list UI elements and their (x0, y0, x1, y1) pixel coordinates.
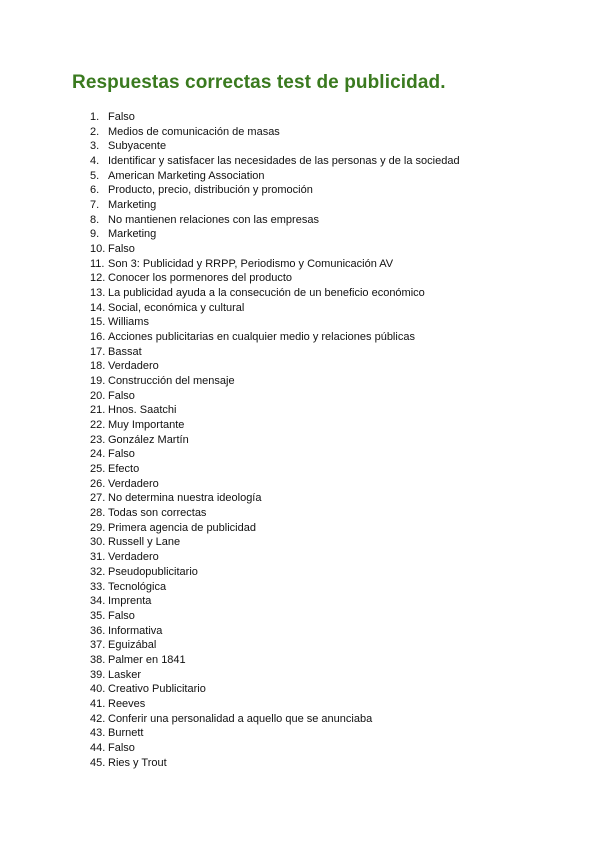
answer-text: La publicidad ayuda a la consecución de un beneficio económico (108, 287, 425, 300)
answer-text: Todas son correctas (108, 507, 207, 520)
answer-number: 8. (90, 213, 100, 226)
answer-item (90, 624, 460, 639)
answer-item (90, 330, 460, 345)
answer-item (90, 198, 460, 213)
answer-text: Verdadero (108, 477, 159, 490)
answer-text: Falso (108, 741, 135, 754)
answer-text: Muy Importante (108, 419, 185, 432)
answer-text: Williams (108, 316, 149, 329)
answer-item (90, 154, 460, 169)
answer-text: Eguizábal (108, 639, 157, 652)
answer-text: Producto, precio, distribución y promoción (108, 184, 313, 197)
answer-number: 1. (90, 111, 100, 123)
answer-text: Russell y Lane (108, 536, 181, 549)
answer-item (90, 286, 460, 301)
document-title: Respuestas correctas test de publicidad. (72, 72, 446, 93)
answer-number: 19. (90, 375, 106, 388)
answer-item (90, 594, 460, 609)
answer-number: 44. (90, 741, 106, 754)
answer-text: Conferir una personalidad a aquello que se anunciaba (108, 712, 373, 725)
answer-number: 27. (90, 492, 106, 505)
answer-item (90, 374, 460, 389)
answer-text: Primera agencia de publicidad (108, 521, 256, 534)
answer-text: Pseudopublicitario (108, 565, 198, 578)
answer-number: 23. (90, 433, 106, 446)
answer-item (90, 257, 460, 272)
answer-item (90, 271, 460, 286)
answer-number: 40. (90, 683, 106, 696)
answer-number: 11. (90, 257, 105, 270)
answer-text: Acciones publicitarias en cualquier medio y relaciones públicas (108, 331, 415, 344)
answer-text: Efecto (108, 463, 140, 476)
answer-text: Marketing (108, 228, 157, 241)
answer-number: 10. (90, 243, 106, 256)
answer-text: Verdadero (108, 360, 159, 373)
answer-number: 31. (90, 551, 106, 564)
answer-text: Creativo Publicitario (108, 683, 206, 696)
answer-item (90, 638, 460, 653)
answer-text: Palmer en 1841 (108, 653, 186, 666)
answer-number: 30. (90, 536, 106, 549)
answer-number: 20. (90, 389, 106, 402)
answer-item (90, 183, 460, 198)
answer-number: 7. (90, 199, 100, 212)
answer-text: Identificar y satisfacer las necesidades de las personas y de la sociedad (108, 155, 460, 168)
answer-item (90, 668, 460, 683)
answer-item (90, 756, 460, 771)
answer-text: American Marketing Association (108, 169, 265, 182)
answer-text: Ries y Trout (108, 756, 167, 769)
answer-number: 9. (90, 228, 100, 241)
answer-number: 3. (90, 140, 100, 153)
answer-number: 12. (90, 272, 106, 285)
answer-number: 45. (90, 756, 106, 769)
answer-number: 39. (90, 668, 106, 681)
answer-item (90, 506, 460, 521)
answer-number: 41. (90, 697, 106, 710)
answer-text: Tecnológica (108, 580, 167, 593)
answer-text: Bassat (108, 345, 142, 358)
answer-item (90, 550, 460, 565)
answer-item (90, 301, 460, 316)
answer-number: 32. (90, 565, 106, 578)
answer-number: 15. (90, 316, 106, 329)
answer-text: Falso (108, 111, 135, 123)
answers-list (90, 110, 460, 770)
answer-text: Informativa (108, 624, 163, 637)
answer-item (90, 462, 460, 477)
answer-text: Social, económica y cultural (108, 301, 245, 314)
answer-item (90, 712, 460, 727)
answer-item (90, 697, 460, 712)
answer-number: 36. (90, 624, 106, 637)
answer-text: Subyacente (108, 140, 167, 153)
answer-item (90, 359, 460, 374)
answer-text: Construcción del mensaje (108, 375, 235, 388)
answer-text: Marketing (108, 199, 157, 212)
answer-number: 6. (90, 184, 100, 197)
answer-item (90, 213, 460, 228)
answer-item (90, 242, 460, 257)
answer-item (90, 726, 460, 741)
answer-item (90, 389, 460, 404)
answer-text: Verdadero (108, 551, 159, 564)
answer-text: No determina nuestra ideología (108, 492, 262, 505)
answer-item (90, 609, 460, 624)
answer-text: Burnett (108, 727, 144, 740)
answer-number: 37. (90, 639, 106, 652)
answer-item (90, 491, 460, 506)
answer-number: 24. (90, 448, 106, 461)
answer-text: Falso (108, 609, 135, 622)
answer-number: 14. (90, 301, 106, 314)
answer-item (90, 535, 460, 550)
answer-item (90, 565, 460, 580)
answer-text: Imprenta (108, 595, 152, 608)
answer-number: 16. (90, 331, 106, 344)
answer-text: González Martín (108, 433, 189, 446)
answer-number: 28. (90, 507, 106, 520)
answer-text: Son 3: Publicidad y RRPP, Periodismo y Comunicación AV (108, 257, 394, 270)
answer-item (90, 139, 460, 154)
answer-text: Hnos. Saatchi (108, 404, 177, 417)
answer-number: 34. (90, 595, 106, 608)
answer-item (90, 110, 460, 125)
answer-item (90, 521, 460, 536)
answer-item (90, 447, 460, 462)
answer-number: 25. (90, 463, 106, 476)
answer-text: No mantienen relaciones con las empresas (108, 213, 319, 226)
answer-text: Medios de comunicación de masas (108, 125, 280, 138)
answer-item (90, 418, 460, 433)
answer-text: Conocer los pormenores del producto (108, 272, 293, 285)
answer-number: 38. (90, 653, 106, 666)
answer-item (90, 682, 460, 697)
answer-number: 35. (90, 609, 106, 622)
answer-item (90, 741, 460, 756)
answer-number: 5. (90, 169, 100, 182)
answer-item (90, 227, 460, 242)
answer-number: 22. (90, 419, 106, 432)
answer-item (90, 653, 460, 668)
answer-number: 26. (90, 477, 106, 490)
answer-text: Falso (108, 448, 135, 461)
answer-item (90, 125, 460, 140)
answer-item (90, 433, 460, 448)
answer-item (90, 315, 460, 330)
answer-number: 17. (90, 345, 106, 358)
answer-number: 42. (90, 712, 106, 725)
answer-text: Falso (108, 389, 135, 402)
answer-item (90, 169, 460, 184)
answer-item (90, 345, 460, 360)
answer-number: 29. (90, 521, 106, 534)
answer-text: Reeves (108, 697, 146, 710)
answer-number: 43. (90, 727, 106, 740)
answer-item (90, 477, 460, 492)
answer-text: Lasker (108, 668, 142, 681)
answer-number: 2. (90, 125, 100, 138)
answer-text: Falso (108, 243, 135, 256)
answer-item (90, 403, 460, 418)
answer-number: 18. (90, 360, 106, 373)
answer-item (90, 580, 460, 595)
answer-number: 13. (90, 287, 106, 300)
answer-number: 21. (90, 404, 106, 417)
answer-number: 4. (90, 155, 100, 168)
answer-number: 33. (90, 580, 106, 593)
